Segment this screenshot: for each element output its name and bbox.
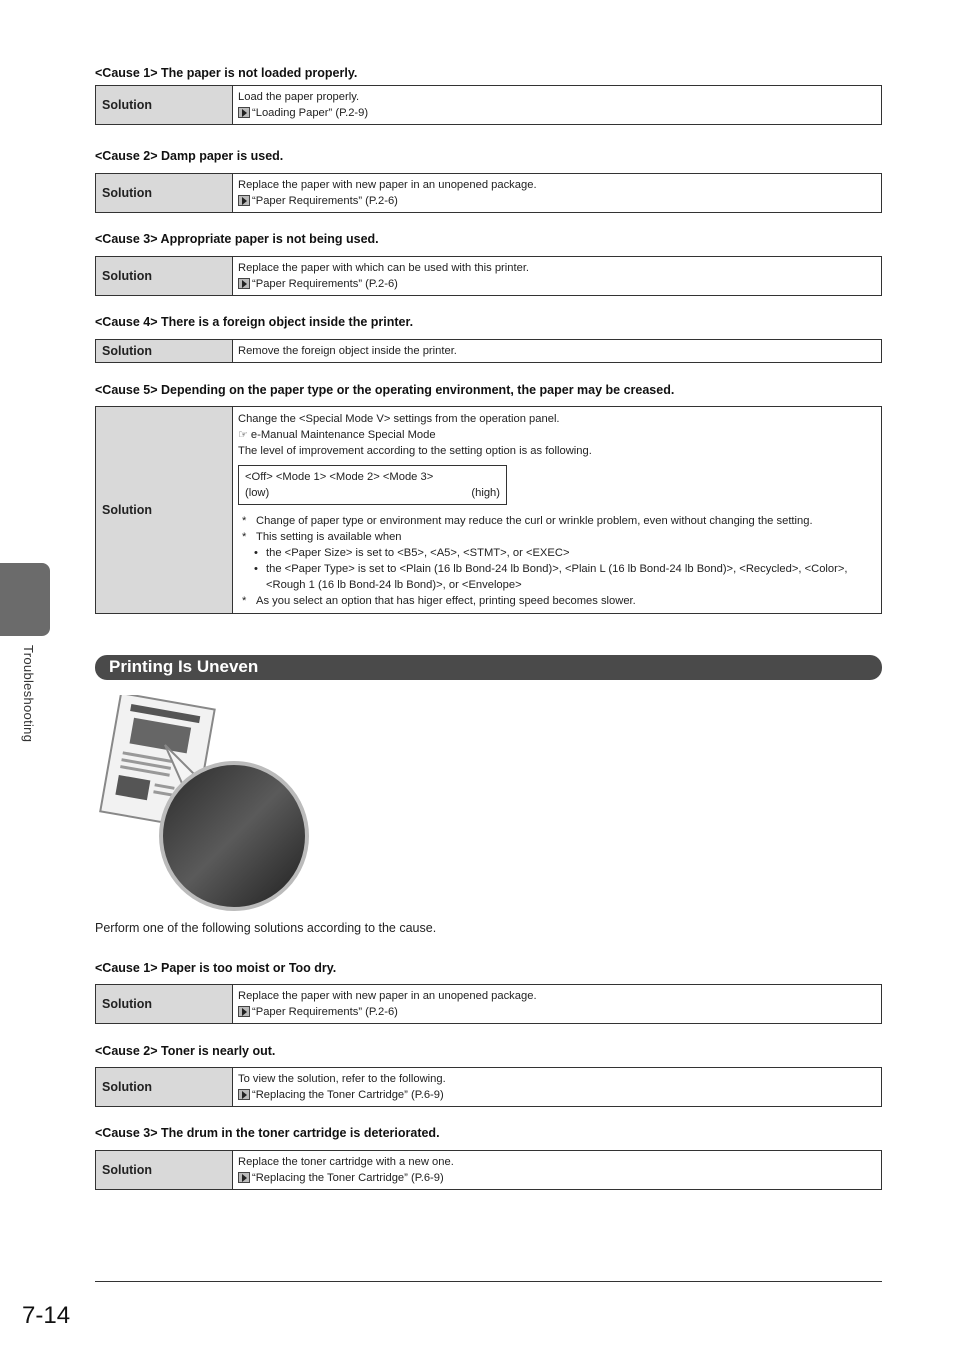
reference-arrow-icon (238, 107, 250, 118)
reference-arrow-icon (238, 195, 250, 206)
solution-text: The level of improvement according to the setting option is as following. (238, 445, 592, 457)
solution-text: Replace the paper with new paper in an unopened package. (238, 990, 537, 1002)
solution-label: Solution (96, 86, 233, 125)
solution-label: Solution (96, 174, 233, 213)
solution-table (95, 1067, 882, 1107)
note-item: * This setting is available when (238, 529, 876, 545)
solution-label: Solution (96, 407, 233, 614)
solution-table (95, 85, 882, 125)
manual-reference-icon: ☞ (238, 429, 248, 441)
mode-high-label: (high) (471, 487, 500, 499)
solution-text: Replace the paper with which can be used with this printer. (238, 262, 530, 274)
reference-link[interactable]: “Paper Requirements” (P.2-6) (252, 1006, 398, 1018)
cause-heading: <Cause 3> Appropriate paper is not being used. (95, 232, 379, 246)
solution-label: Solution (96, 340, 233, 363)
solution-table (95, 406, 882, 614)
reference-link[interactable]: “Paper Requirements” (P.2-6) (252, 278, 398, 290)
reference-link[interactable]: “Replacing the Toner Cartridge” (P.6-9) (252, 1089, 444, 1101)
reference-link[interactable]: “Replacing the Toner Cartridge” (P.6-9) (252, 1172, 444, 1184)
solution-table (95, 173, 882, 213)
cause-heading: <Cause 1> The paper is not loaded properly. (95, 66, 358, 80)
intro-text: Perform one of the following solutions according to the cause. (95, 921, 437, 935)
footer-rule (95, 1281, 882, 1282)
reference-arrow-icon (238, 1006, 250, 1017)
reference-arrow-icon (238, 1172, 250, 1183)
cause-heading: <Cause 4> There is a foreign object inside the printer. (95, 315, 414, 329)
solution-table (95, 339, 882, 363)
cause-heading: <Cause 2> Damp paper is used. (95, 149, 284, 163)
solution-label: Solution (96, 1068, 233, 1107)
note-bullet: • the <Paper Size> is set to <B5>, <A5>, <STMT>, or <EXEC> (238, 545, 876, 561)
solution-table (95, 984, 882, 1024)
section-heading-bar (95, 655, 882, 680)
mode-low-label: (low) (245, 487, 270, 499)
solution-table (95, 1150, 882, 1190)
cause-heading: <Cause 3> The drum in the toner cartridge is deteriorated. (95, 1126, 440, 1140)
note-item: * Change of paper type or environment may reduce the curl or wrinkle problem, even without changing the setting. (238, 513, 876, 529)
solution-text: Replace the toner cartridge with a new one. (238, 1156, 454, 1168)
manual-path[interactable]: e-Manual Maintenance Special Mode (250, 429, 436, 441)
cause-heading: <Cause 2> Toner is nearly out. (95, 1044, 276, 1058)
uneven-print-illustration (95, 695, 315, 915)
notes-list (238, 513, 876, 609)
reference-link[interactable]: “Loading Paper” (P.2-9) (252, 107, 369, 119)
mode-scale-box (238, 465, 507, 505)
solution-text: To view the solution, refer to the following. (238, 1073, 446, 1085)
solution-text: Load the paper properly. (238, 91, 360, 103)
chapter-tab (0, 563, 50, 636)
page-number: 7-14 (22, 1302, 71, 1329)
note-bullet: • the <Paper Type> is set to <Plain (16 lb Bond-24 lb Bond)>, <Plain L (16 lb Bond-24 lb Bond)>, <Recycled>, <Color>, <Rough 1 (16 lb Bond-24 lb Bond)>, or <Envelope> (238, 561, 876, 593)
solution-label: Solution (96, 1151, 233, 1190)
solution-text: Change the <Special Mode V> settings from the operation panel. (238, 413, 560, 425)
chapter-tab-label: Troubleshooting (21, 645, 36, 743)
note-item: * As you select an option that has higer effect, printing speed becomes slower. (238, 593, 876, 609)
reference-arrow-icon (238, 278, 250, 289)
mode-options: <Off> <Mode 1> <Mode 2> <Mode 3> (245, 471, 434, 483)
magnified-uneven-area (161, 763, 307, 909)
reference-link[interactable]: “Paper Requirements” (P.2-6) (252, 195, 398, 207)
section-title: Printing Is Uneven (109, 657, 259, 676)
solution-table (95, 256, 882, 296)
solution-text: Replace the paper with new paper in an unopened package. (238, 179, 537, 191)
cause-heading: <Cause 1> Paper is too moist or Too dry. (95, 961, 337, 975)
solution-text: Remove the foreign object inside the printer. (233, 340, 882, 363)
solution-label: Solution (96, 257, 233, 296)
solution-label: Solution (96, 985, 233, 1024)
reference-arrow-icon (238, 1089, 250, 1100)
cause-heading: <Cause 5> Depending on the paper type or the operating environment, the paper may be creased. (95, 383, 675, 397)
